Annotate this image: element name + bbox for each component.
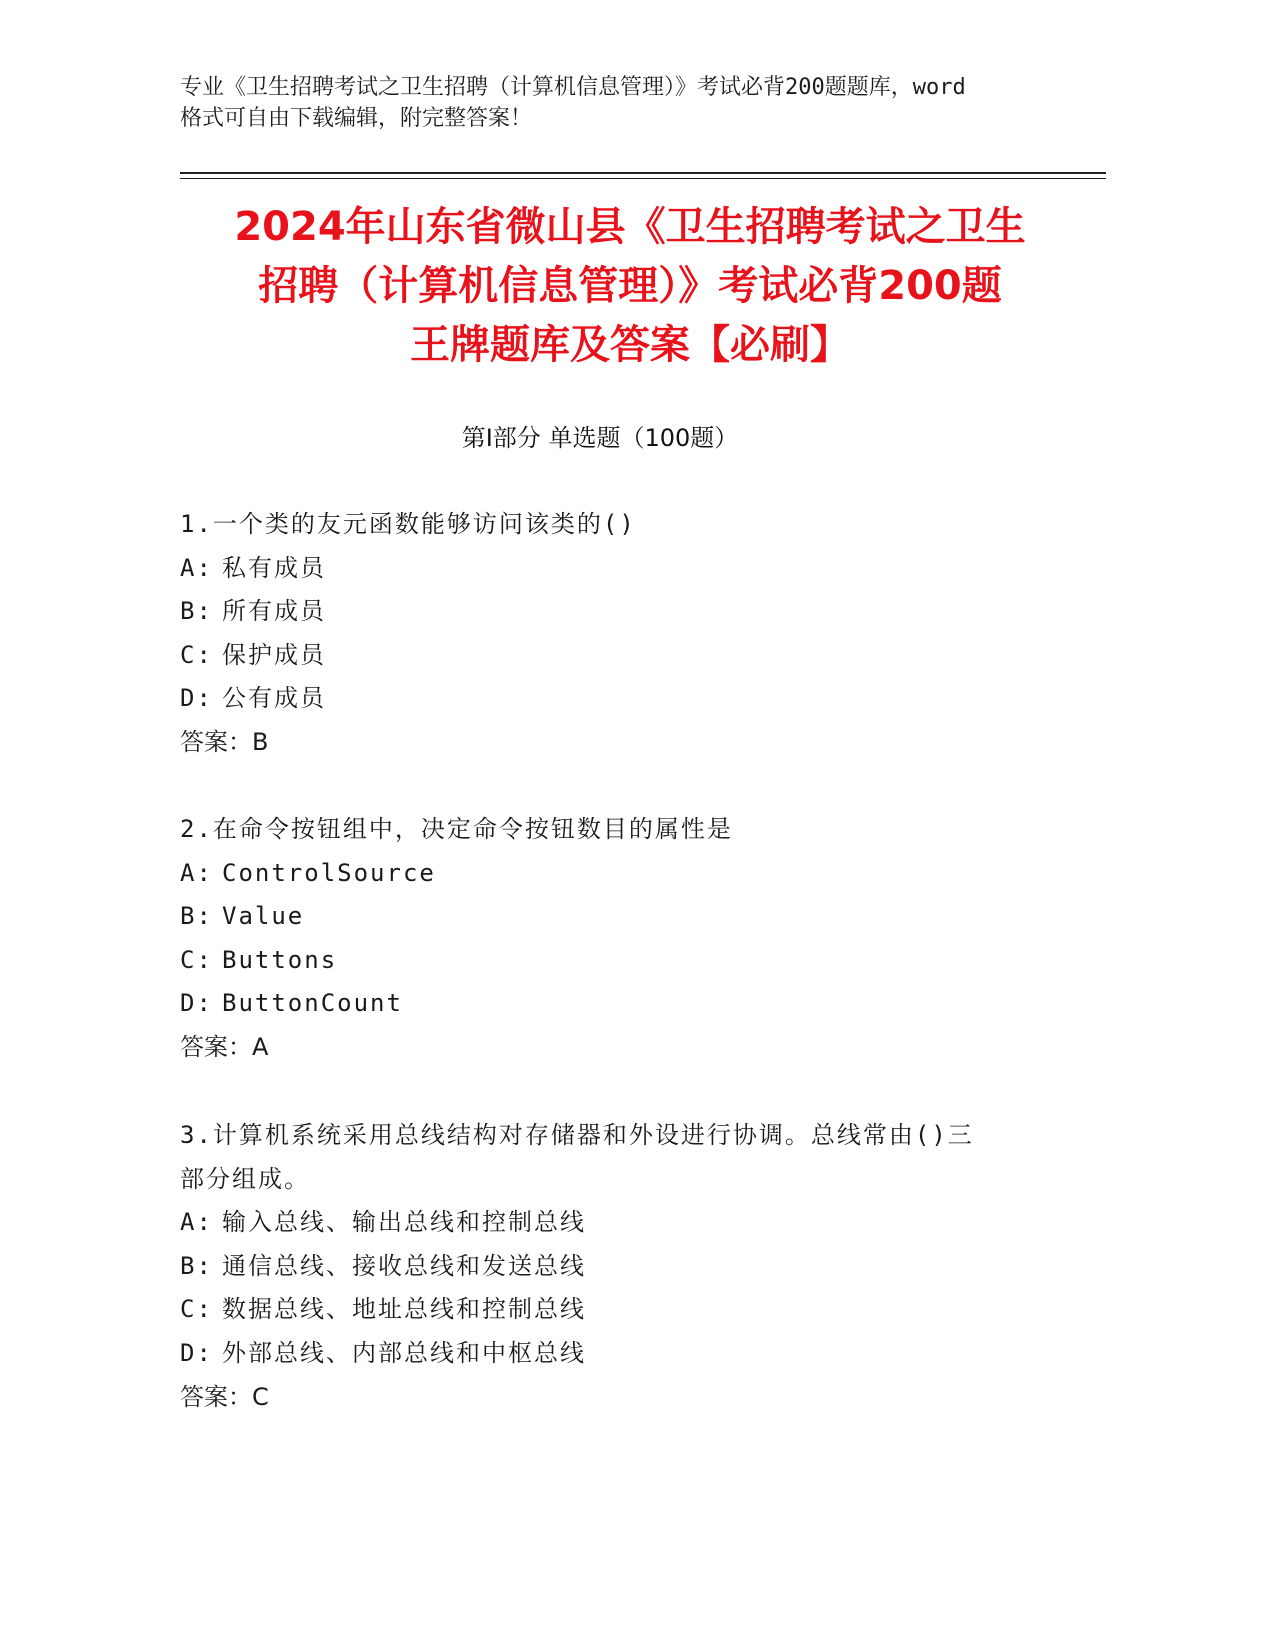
document-title	[130, 198, 1130, 375]
option-label: D:	[180, 684, 213, 713]
option-text: Value	[222, 902, 305, 931]
option-text: 外部总线、内部总线和中枢总线	[222, 1338, 586, 1367]
option-label: B:	[180, 902, 213, 931]
title-line-2: 招聘（计算机信息管理）》考试必背200题	[258, 263, 1002, 309]
option-b	[180, 590, 1080, 634]
option-a	[180, 852, 1080, 896]
option-label: D:	[180, 1338, 213, 1367]
option-label: A:	[180, 553, 213, 582]
option-text: 所有成员	[222, 597, 326, 626]
question-stem: 1.一个类的友元函数能够访问该类的()	[180, 510, 636, 538]
title-line-3: 王牌题库及答案【必刷】	[410, 322, 850, 368]
option-label: C:	[180, 1295, 213, 1324]
option-c	[180, 939, 1080, 983]
question-stem: 2.在命令按钮组中，决定命令按钮数目的属性是	[180, 815, 733, 843]
option-c	[180, 634, 1080, 678]
option-a	[180, 1201, 1080, 1245]
option-label: B:	[180, 1251, 213, 1280]
option-text: ButtonCount	[222, 989, 403, 1018]
title-line-1: 2024年山东省微山县《卫生招聘考试之卫生	[234, 204, 1026, 250]
option-label: D:	[180, 989, 213, 1018]
option-label: B:	[180, 597, 213, 626]
option-label: C:	[180, 640, 213, 669]
option-label: C:	[180, 945, 213, 974]
section-heading: 第Ⅰ部分 单选题（100题）	[461, 424, 739, 452]
option-text: 通信总线、接收总线和发送总线	[222, 1251, 586, 1280]
header-note-line-2: 格式可自由下载编辑，附完整答案！	[180, 106, 533, 131]
question-1	[180, 503, 1080, 765]
option-text: Buttons	[222, 945, 338, 974]
option-a	[180, 547, 1080, 591]
option-label: A:	[180, 858, 213, 887]
answer: 答案：C	[180, 1382, 269, 1411]
option-d	[180, 982, 1080, 1026]
header-rule-thick	[180, 172, 1106, 174]
question-stem-continued: 部分组成。	[180, 1164, 310, 1193]
option-b	[180, 1245, 1080, 1289]
option-d	[180, 1332, 1080, 1376]
option-text: 公有成员	[222, 684, 326, 713]
option-text: 私有成员	[222, 553, 326, 582]
question-3	[180, 1114, 1080, 1419]
question-2	[180, 808, 1080, 1070]
option-b	[180, 895, 1080, 939]
option-text: 数据总线、地址总线和控制总线	[222, 1295, 586, 1324]
question-stem: 3.计算机系统采用总线结构对存储器和外设进行协调。总线常由()三	[180, 1121, 974, 1149]
answer: 答案：B	[180, 727, 269, 756]
option-text: 输入总线、输出总线和控制总线	[222, 1208, 586, 1237]
header-note-line-1: 专业《卫生招聘考试之卫生招聘（计算机信息管理）》考试必背200题题库，word	[180, 75, 966, 100]
option-label: A:	[180, 1208, 213, 1237]
header-note	[180, 72, 1060, 134]
option-text: 保护成员	[222, 640, 326, 669]
answer: 答案：A	[180, 1032, 269, 1061]
option-text: ControlSource	[222, 858, 436, 887]
option-d	[180, 677, 1080, 721]
option-c	[180, 1288, 1080, 1332]
header-rule-thin	[180, 178, 1106, 179]
